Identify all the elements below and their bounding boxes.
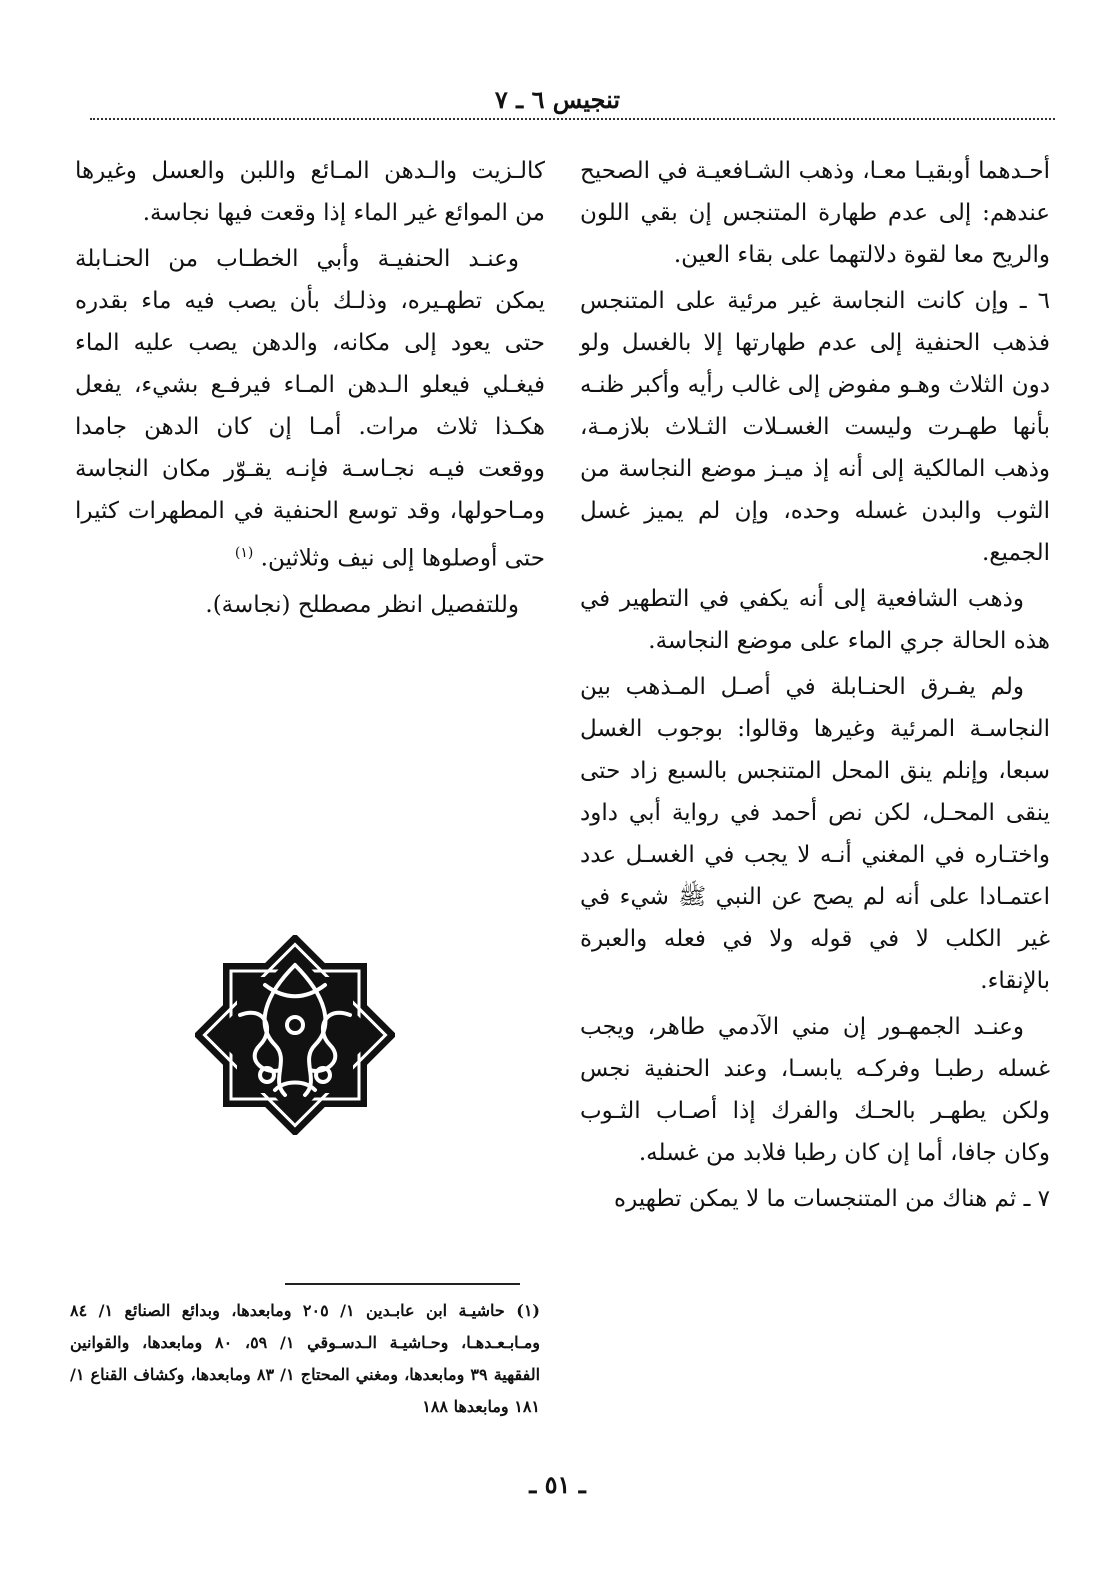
paragraph-text: وعنـد الحنفيـة وأبي الخطـاب من الحنـابلة يمكن تطهـيره، وذلـك بأن يصب فيه ماء بقدره حتى يعود إلى مكانه، والدهن يصب عليه الماء فيغـلي فيعلو الـدهن المـاء فيرفـع بشيء، يفعل هكـذا ثلاث مرات. أمـا إن كان الدهن جامدا ووقعت فيـه نجـاسـة فإنـه يقـوّر مكان النجاسة ومـاحولها، وقد توسع الحنفية في المطهرات كثيرا حتى أوصلوها إلى نيف وثلاثين. <box>75 246 545 572</box>
arabesque-star-ornament-icon <box>195 935 395 1135</box>
right-column <box>580 150 1050 1224</box>
header-title: تنجيس ٦ ـ ٧ <box>494 85 621 114</box>
paragraph: وللتفصيل انظر مصطلح (نجاسة). <box>205 591 519 618</box>
footnote-reference[interactable]: (١) <box>234 545 254 561</box>
paragraph: ولم يفـرق الحنـابلة في أصـل المـذهب بين النجاسـة المرئية وغيرها وقالوا: بوجوب الغسل سبعا، وإنلم ينق المحل المتنجس بالسبع زاد حتى ينقى المحـل، لكن نص أحمد في رواية أبي داود واختـاره في المغني أنـه لا يجب في الغسـل عدد اعتمـادا على أنه لم يصح عن النبي ﷺ شيء في غير الكلب لا في قوله ولا في فعله والعبرة بالإنقاء. <box>580 674 1050 994</box>
paragraph: وعنـد الجمهـور إن مني الآدمي طاهر، ويجب غسله رطبـا وفركـه يابسـا، وعند الحنفية نجس ولكن يطهـر بالحـك والفرك إذا أصـاب الثـوب وكان جافا، أما إن كان رطبا فلابد من غسله. <box>580 1014 1050 1166</box>
footnote: (١) حاشيـة ابن عابـدين ١/ ٢٠٥ ومابعدها، وبدائع الصنائع ١/ ٨٤ ومـابـعـدهـا، وحـاشيـة الـدسـوقي ١/ ٥٩، ٨٠ ومابعدها، والقوانين الفقهية ٣٩ ومابعدها، ومغني المحتاج ١/ ٨٣ ومابعدها، وكشاف القناع ١/ ١٨١ ومابعدها ١٨٨ <box>70 1301 541 1416</box>
footnote-separator <box>285 1283 520 1285</box>
page-number: ـ ٥١ ـ <box>529 1470 586 1499</box>
paragraph: ٧ ـ ثم هناك من المتنجسات ما لا يمكن تطهيره <box>614 1186 1050 1212</box>
paragraph: كالـزيت والـدهن المـائع واللبن والعسل وغيرها من الموائع غير الماء إذا وقعت فيها نجاسة. <box>75 158 545 226</box>
header-dotted-rule <box>90 118 1055 120</box>
left-column <box>75 150 545 630</box>
paragraph <box>75 238 545 580</box>
paragraph: ٦ ـ وإن كانت النجاسة غير مرئية على المتنجس فذهب الحنفية إلى عدم طهارتها إلا بالغسل ولو دون الثلاث وهـو مفوض إلى غالب رأيه وأكبر ظنـه بأنها طهـرت وليست الغسـلات الثـلاث بلازمـة، وذهب المالكية إلى أنه إذ ميـز موضع النجاسة من الثوب والبدن غسله وحده، وإن لم يميز غسل الجميع. <box>580 288 1050 566</box>
paragraph: أحـدهما أوبقيـا معـا، وذهب الشـافعيـة في الصحيح عندهم: إلى عدم طهارة المتنجس إن بقي اللون والريح معا لقوة دلالتهما على بقاء العين. <box>580 158 1050 268</box>
page-header <box>90 80 1025 120</box>
paragraph: وذهب الشافعية إلى أنه يكفي في التطهير في هذه الحالة جري الماء على موضع النجاسة. <box>580 586 1050 654</box>
